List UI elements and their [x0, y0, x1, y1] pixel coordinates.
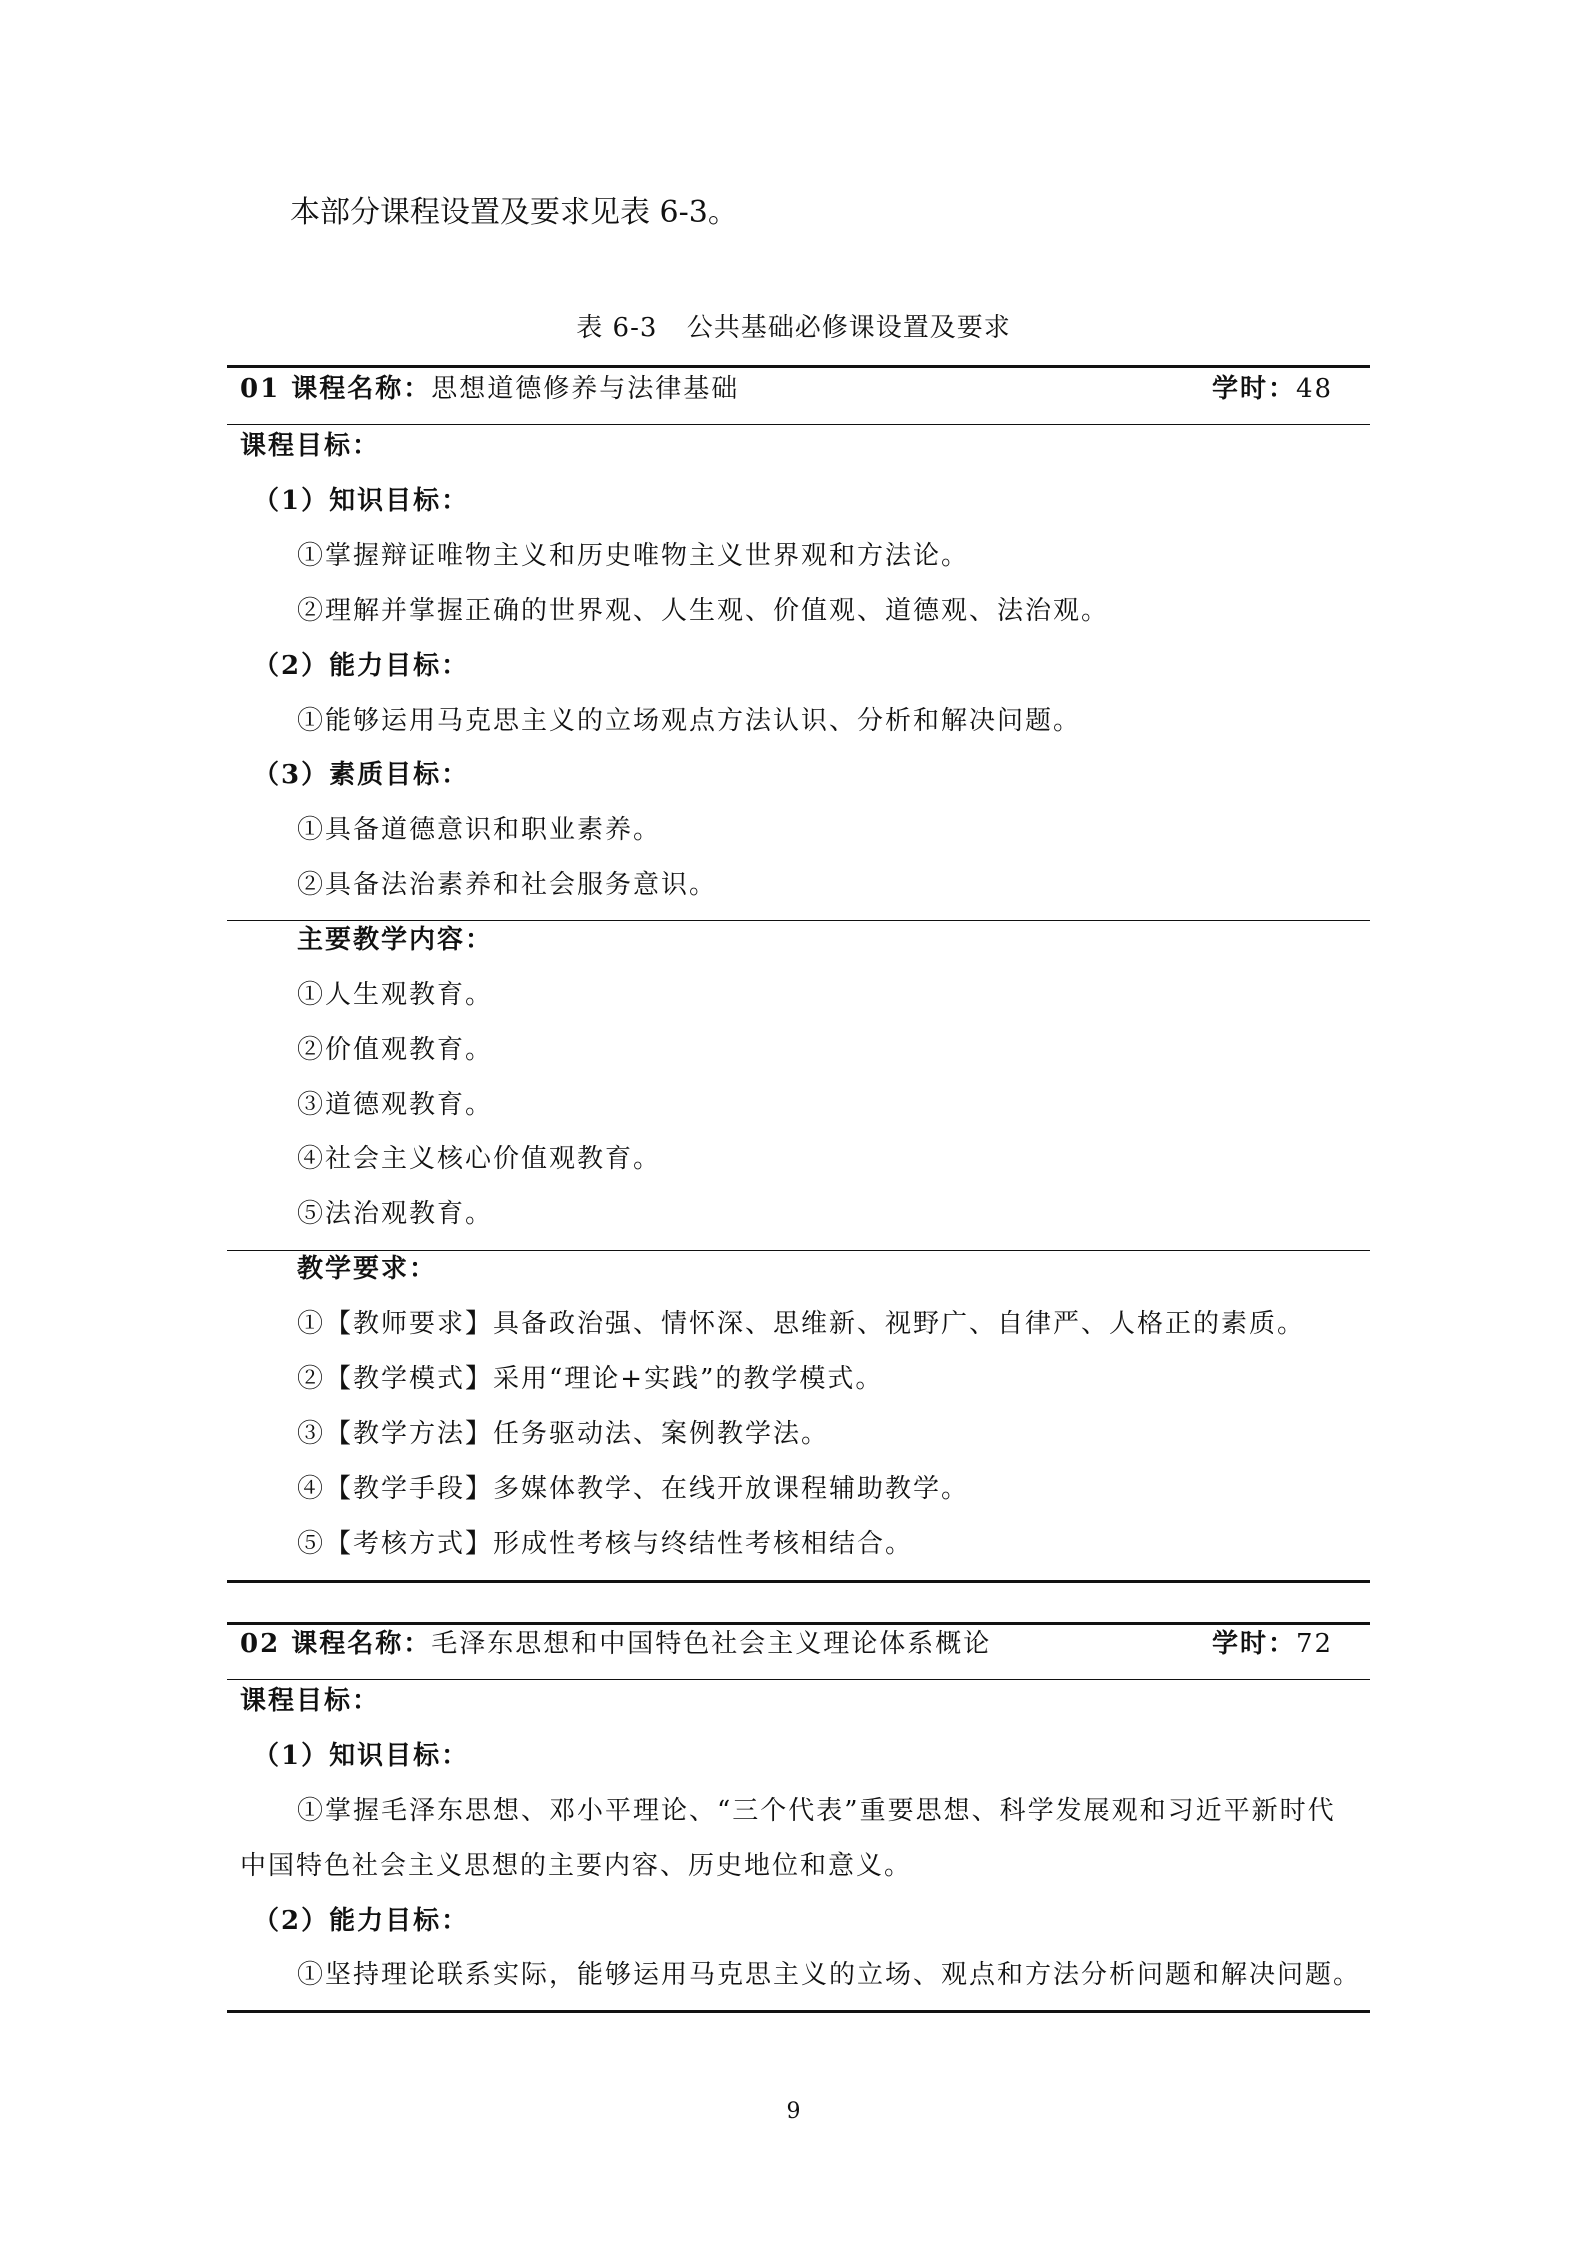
course2-top-rule [227, 1622, 1370, 1625]
course1-content-item: ③道德观教育。 [297, 1090, 494, 1120]
course1-content-item: ⑤法治观教育。 [297, 1199, 494, 1229]
course2-hours: 72 [1296, 1629, 1334, 1659]
course1-quality-label: （3）素质目标： [253, 760, 470, 790]
course1-requirement-item: ④【教学手段】多媒体教学、在线开放课程辅助教学。 [297, 1474, 970, 1504]
course1-content-label: 主要教学内容： [297, 925, 494, 955]
course1-name-label: 01 课程名称： [240, 374, 432, 404]
course2-ability-label: （2）能力目标： [253, 1906, 470, 1936]
course2-header-rule [227, 1679, 1370, 1680]
course2-knowledge-label: （1）知识目标： [253, 1741, 470, 1771]
course1-knowledge-item: ②理解并掌握正确的世界观、人生观、价值观、道德观、法治观。 [297, 596, 1110, 626]
table-caption [0, 310, 1587, 346]
course1-header-rule [227, 424, 1370, 425]
table-top-rule [227, 365, 1370, 368]
course2-knowledge-line: ①掌握毛泽东思想、邓小平理论、“三个代表”重要思想、科学发展观和习近平新时代 [297, 1796, 1336, 1826]
course1-content-item: ①人生观教育。 [297, 980, 494, 1010]
course1-hours-row [1212, 371, 1333, 407]
course1-hours: 48 [1296, 374, 1334, 404]
course2-goals-label: 课程目标： [240, 1686, 381, 1716]
course1-bottom-rule [227, 1580, 1370, 1583]
course2-name-row [240, 1626, 991, 1662]
course1-content-item: ④社会主义核心价值观教育。 [297, 1144, 662, 1174]
course2-name: 毛泽东思想和中国特色社会主义理论体系概论 [431, 1629, 992, 1659]
course1-requirements-label: 教学要求： [297, 1254, 438, 1284]
course1-goals-label: 课程目标： [240, 431, 381, 461]
course1-requirement-item: ②【教学模式】采用“理论+实践”的教学模式。 [297, 1364, 884, 1394]
course1-hours-label: 学时： [1212, 374, 1297, 404]
course1-content-item: ②价值观教育。 [297, 1035, 494, 1065]
course1-name-row [240, 371, 739, 407]
course1-ability-item: ①能够运用马克思主义的立场观点方法认识、分析和解决问题。 [297, 706, 1082, 736]
course2-bottom-rule [227, 2010, 1370, 2013]
course1-quality-item: ①具备道德意识和职业素养。 [297, 815, 662, 845]
course1-knowledge-item: ①掌握辩证唯物主义和历史唯物主义世界观和方法论。 [297, 541, 970, 571]
course2-name-label: 02 课程名称： [240, 1629, 432, 1659]
course1-requirement-item: ③【教学方法】任务驱动法、案例教学法。 [297, 1419, 830, 1449]
course2-ability-item: ①坚持理论联系实际，能够运用马克思主义的立场、观点和方法分析问题和解决问题。 [297, 1960, 1362, 1990]
course1-quality-item: ②具备法治素养和社会服务意识。 [297, 870, 718, 900]
course2-hours-row [1212, 1626, 1333, 1662]
course1-knowledge-label: （1）知识目标： [253, 486, 470, 516]
page-number: 9 [786, 2099, 801, 2124]
table-caption-number: 表 6-3 [576, 313, 658, 343]
intro-paragraph: 本部分课程设置及要求见表 6-3。 [290, 195, 738, 230]
course1-requirement-item: ①【教师要求】具备政治强、情怀深、思维新、视野广、自律严、人格正的素质。 [297, 1309, 1306, 1339]
course1-requirement-item: ⑤【考核方式】形成性考核与终结性考核相结合。 [297, 1529, 914, 1559]
table-caption-title: 公共基础必修课设置及要求 [686, 313, 1011, 343]
course2-knowledge-line: 中国特色社会主义思想的主要内容、历史地位和意义。 [240, 1851, 913, 1881]
course1-content-rule [227, 920, 1370, 921]
course1-name: 思想道德修养与法律基础 [431, 374, 740, 404]
course2-hours-label: 学时： [1212, 1629, 1297, 1659]
course1-ability-label: （2）能力目标： [253, 651, 470, 681]
